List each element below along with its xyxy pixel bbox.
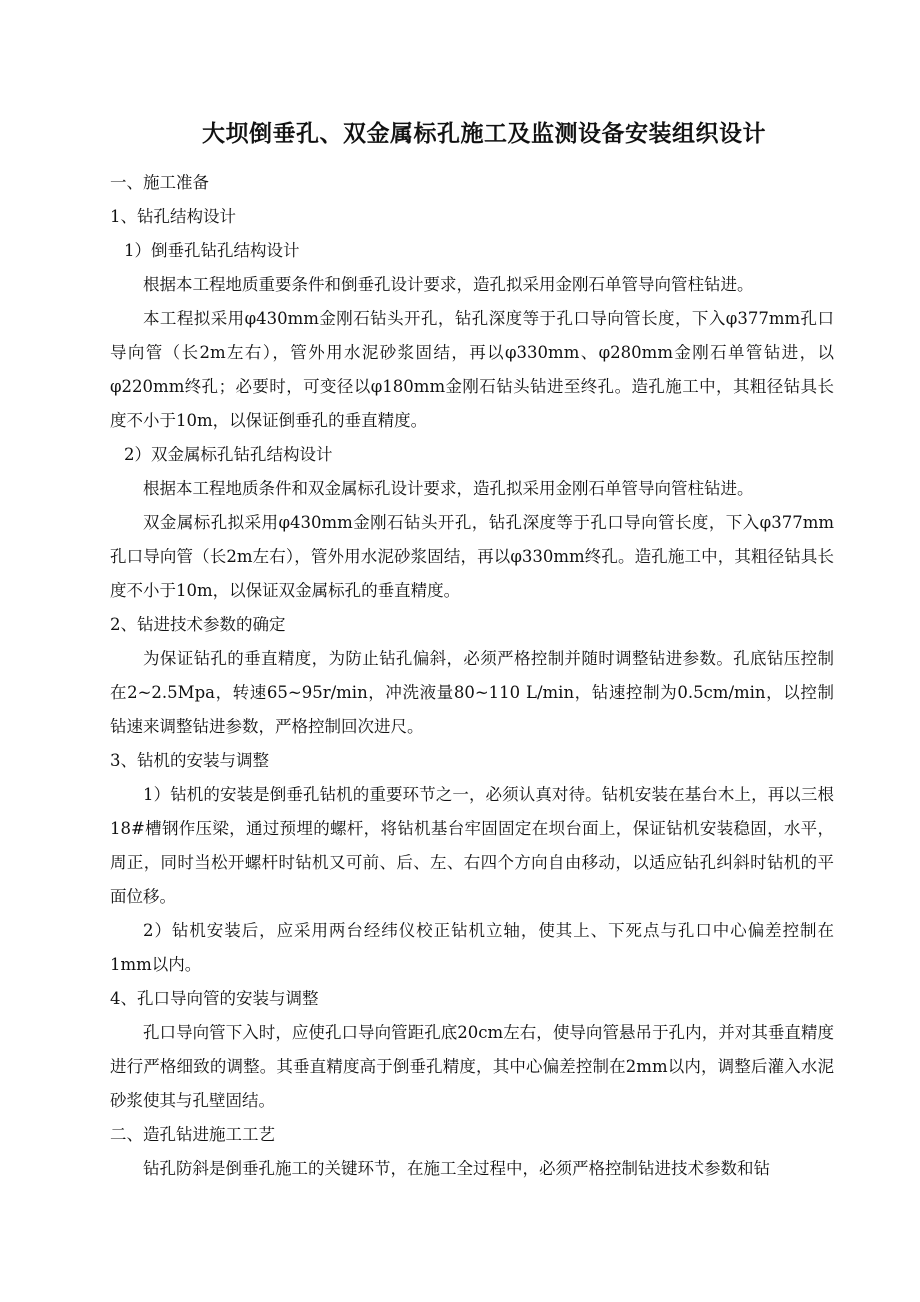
section-heading: 2、钻进技术参数的确定 [110,615,286,634]
subsection-heading: 2）双金属标孔钻孔结构设计 [124,445,333,464]
paragraph: 本工程拟采用φ430mm金刚石钻头开孔，钻孔深度等于孔口导向管长度，下入φ377mm孔口导向管（长2m左右），管外用水泥砂浆固结，再以φ330mm、φ280mm金刚石单管钻进，以φ220mm终孔；必要时，可变径以φ180mm金刚石钻头钻进至终孔。造孔施工中，其粗径钻具长度不小于10m，以保证倒垂孔的垂直精度。 [110,309,834,430]
paragraph: 钻孔防斜是倒垂孔施工的关键环节，在施工全过程中，必须严格控制钻进技术参数和钻 [143,1159,770,1178]
paragraph: 为保证钻孔的垂直精度，为防止钻孔偏斜，必须严格控制并随时调整钻进参数。孔底钻压控制在2~2.5Mpa，转速65~95r/min，冲洗液量80~110 L/min，钻速控制为0.5cm/min，以控制钻速来调整钻进参数，严格控制回次进尺。 [110,649,834,736]
section-heading: 1、钻孔结构设计 [110,207,236,226]
document-title: 大坝倒垂孔、双金属标孔施工及监测设备安装组织设计 [202,120,766,147]
paragraph: 根据本工程地质条件和双金属标孔设计要求，造孔拟采用金刚石单管导向管柱钻进。 [143,479,754,498]
section-heading: 一、施工准备 [110,173,209,192]
section-heading: 二、造孔钻进施工工艺 [110,1125,275,1144]
section-heading: 4、孔口导向管的安装与调整 [110,989,319,1008]
section-heading: 3、钻机的安装与调整 [110,751,269,770]
paragraph: 双金属标孔拟采用φ430mm金刚石钻头开孔，钻孔深度等于孔口导向管长度，下入φ377mm孔口导向管（长2m左右），管外用水泥砂浆固结，再以φ330mm终孔。造孔施工中，其粗径钻具长度不小于10m，以保证双金属标孔的垂直精度。 [110,513,834,600]
subsection-heading: 1）倒垂孔钻孔结构设计 [124,241,300,260]
paragraph: 根据本工程地质重要条件和倒垂孔设计要求，造孔拟采用金刚石单管导向管柱钻进。 [143,275,754,294]
paragraph: 1）钻机的安装是倒垂孔钻机的重要环节之一，必须认真对待。钻机安装在基台木上，再以三根18#槽钢作压梁，通过预埋的螺杆，将钻机基台牢固固定在坝台面上，保证钻机安装稳固，水平，周正，同时当松开螺杆时钻机又可前、后、左、右四个方向自由移动，以适应钻孔纠斜时钻机的平面位移。 [110,785,834,906]
paragraph: 孔口导向管下入时，应使孔口导向管距孔底20cm左右，使导向管悬吊于孔内，并对其垂直精度进行严格细致的调整。其垂直精度高于倒垂孔精度，其中心偏差控制在2mm以内，调整后灌入水泥砂浆使其与孔壁固结。 [110,1023,834,1110]
paragraph: 2）钻机安装后，应采用两台经纬仪校正钻机立轴，使其上、下死点与孔口中心偏差控制在1mm以内。 [110,921,834,974]
